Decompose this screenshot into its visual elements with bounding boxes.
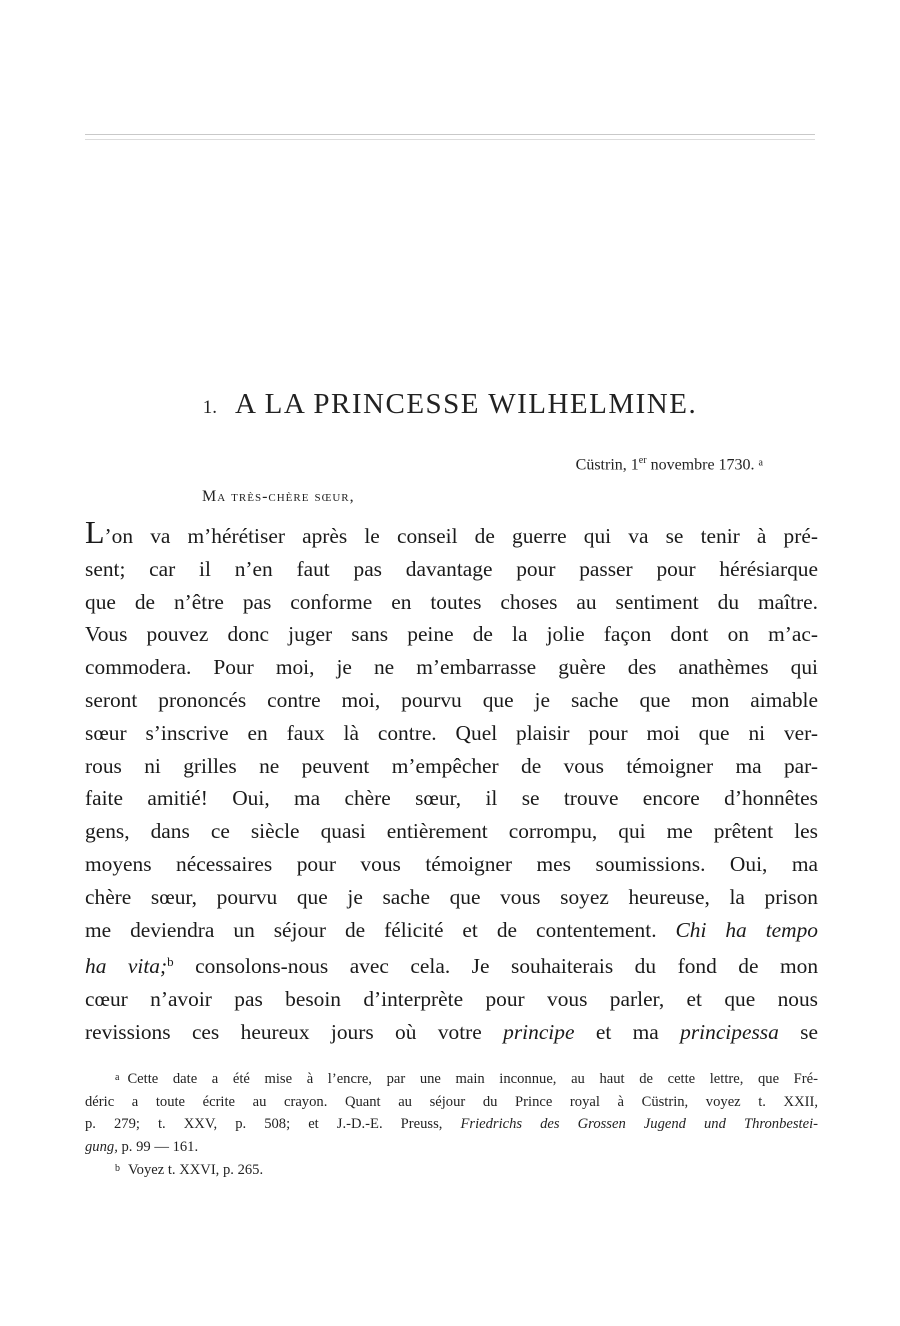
footnote-mark-a: a <box>115 1072 120 1083</box>
body-line: chère sœur, pourvu que je sache que vous soyez heureuse, la prison <box>85 884 818 909</box>
footnote-a-line: p. 279; t. XXV, p. 508; et J.-D.-E. Preuss, Friedrichs des Grossen Jugend und Thronbestei- <box>85 1116 818 1133</box>
body-line: revissions ces heureux jours où votre principe et ma principessa se <box>85 1019 818 1044</box>
dateline-date: novembre 1730. <box>646 456 755 474</box>
footnote-a-line: $^a$ Cette date a été mise à l’encre, par une main inconnue, au haut de cette lettre, que Fré- <box>115 1071 818 1087</box>
italic-word: principessa <box>680 1019 779 1044</box>
footnote-a-line: déric a toute écrite au crayon. Quant au séjour du Prince royal à Cüstrin, voyez t. XXII, <box>85 1093 818 1110</box>
italic-phrase: Chi ha tempo <box>675 917 818 942</box>
salutation: Ma très-chère sœur, <box>202 488 355 505</box>
body-line: ha vita;$^b$ consolons-nous avec cela. Je souhaiterais du fond de mon <box>85 954 819 979</box>
body-line: rous ni grilles ne peuvent m’empêcher de vous témoigner ma par- <box>85 753 818 778</box>
header-rule <box>85 134 815 140</box>
body-line: moyens nécessaires pour vous témoigner mes soumissions. Oui, ma <box>85 851 818 876</box>
body-line: me deviendra un séjour de félicité et de contentement. Chi ha tempo <box>85 917 818 942</box>
footnote-ref-a[interactable]: a <box>758 457 763 469</box>
dateline-ordinal: er <box>638 455 647 466</box>
drop-cap: L <box>85 514 105 550</box>
italic-phrase: ha vita; <box>85 954 168 979</box>
dateline <box>576 455 763 474</box>
letter-number: 1. <box>202 397 218 418</box>
footnotes <box>85 1067 818 1182</box>
body-line: gens, dans ce siècle quasi entièrement corrompu, qui me prêtent les <box>85 819 818 844</box>
dateline-place: Cüstrin, 1 <box>575 456 639 474</box>
body-line: seront prononcés contre moi, pourvu que je sache que mon aimable <box>85 687 818 712</box>
body-line: sœur s’inscrive en faux là contre. Quel plaisir pour moi que ni ver- <box>85 720 818 745</box>
body-line: commodera. Pour moi, je ne m’embarrasse guère des anathèmes qui <box>85 655 818 680</box>
body-line: L’on va m’hérétiser après le conseil de guerre qui va se tenir à pré- <box>85 514 818 550</box>
letter-body <box>85 514 819 1049</box>
letter-title <box>0 388 900 421</box>
body-line: que de n’être pas conforme en toutes choses au sentiment du maître. <box>85 589 818 614</box>
body-line: sent; car il n’en faut pas davantage pour passer pour hérésiarque <box>85 556 818 581</box>
footnote-mark-b: b <box>115 1163 120 1175</box>
body-line: cœur n’avoir pas besoin d’interprète pour vous parler, et que nous <box>85 987 818 1012</box>
body-line: faite amitié! Oui, ma chère sœur, il se trouve encore d’honnêtes <box>85 786 818 811</box>
italic-word: principe <box>503 1019 575 1044</box>
footnote-ref-b[interactable]: b <box>167 954 174 970</box>
letter-title-text: A LA PRINCESSE WILHELMINE. <box>235 388 698 420</box>
footnote-b-line: $^b$ Voyez t. XXVI, p. 265. <box>115 1162 264 1179</box>
body-line: Vous pouvez donc juger sans peine de la jolie façon dont on m’ac- <box>85 622 818 647</box>
footnote-a-line: gung, p. 99 — 161. <box>85 1138 199 1155</box>
